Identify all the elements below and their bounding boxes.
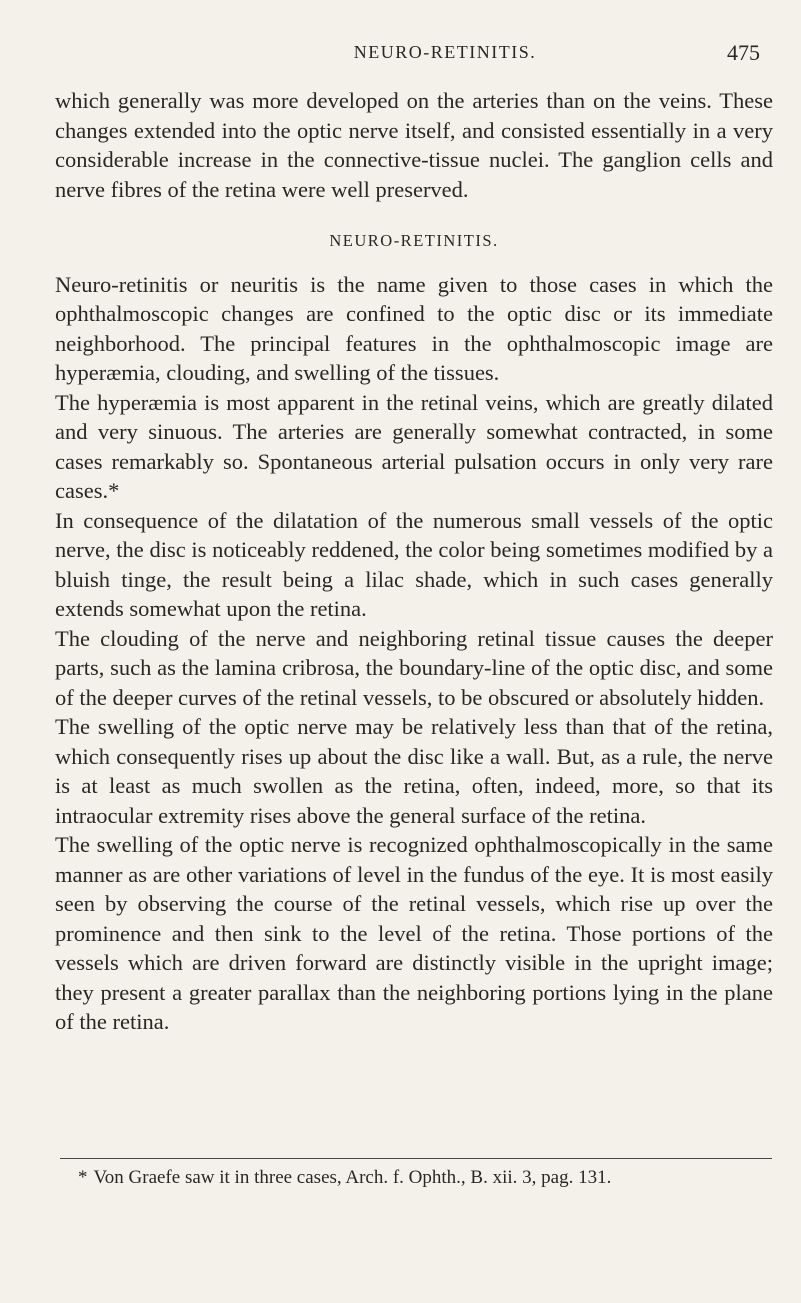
running-title: NEURO-RETINITIS.: [353, 42, 537, 62]
running-head: [120, 38, 770, 68]
footnote: [78, 1166, 768, 1190]
footnote-marker: *: [78, 1167, 88, 1188]
body-text: [55, 86, 773, 1037]
paragraph: The swelling of the optic nerve may be relatively less than that of the retina, which consequently rises up about the disc like a wall. But, as a rule, the nerve is at least as much swollen as the retina, often, indeed, more, so that its intraocular extremity rises above the general surface of the retina.: [55, 714, 773, 828]
paragraph: Neuro-retinitis or neuritis is the name given to those cases in which the ophthalmoscopic changes are confined to the optic disc or its immediate neighborhood. The principal features in the ophthalmoscopic image are hyperæmia, clouding, and swelling of the tissues.: [55, 271, 773, 385]
footnote-divider: [60, 1158, 772, 1159]
footnote-text: Von Graefe saw it in three cases, Arch. f. Ophth., B. xii. 3, pag. 131.: [93, 1167, 612, 1188]
page-number: 475: [727, 40, 760, 65]
paragraph: In consequence of the dilatation of the numerous small vessels of the optic nerve, the disc is noticeably reddened, the color being sometimes modified by a bluish tinge, the result being a lilac shade, which in such cases generally extends somewhat upon the retina.: [55, 507, 773, 621]
continuation-paragraph: which generally was more developed on the arteries than on the veins. These changes extended into the optic nerve itself, and consisted essentially in a very considerable increase in the connective-tissue nuclei. The ganglion cells and nerve fibres of the retina were well preserved.: [55, 88, 773, 202]
paragraph: The clouding of the nerve and neighboring retinal tissue causes the deeper parts, such as the lamina cribrosa, the boundary-line of the optic disc, and some of the deeper curves of the retinal vessels, to be obscured or absolutely hidden.: [55, 625, 773, 710]
paragraph: The hyperæmia is most apparent in the retinal veins, which are greatly dilated and very sinuous. The arteries are generally somewhat contracted, in some cases remarkably so. Spontaneous arterial pulsation occurs in only very rare cases.*: [55, 389, 773, 503]
section-heading: NEURO-RETINITIS.: [329, 231, 499, 250]
paragraph: The swelling of the optic nerve is recognized ophthalmoscopically in the same manner as are other variations of level in the fundus of the eye. It is most easily seen by observing the course of the retinal vessels, which rise up over the prominence and then sink to the level of the retina. Those portions of the vessels which are driven forward are distinctly visible in the upright image; they present a greater parallax than the neighboring portions lying in the plane of the retina.: [55, 832, 773, 1034]
